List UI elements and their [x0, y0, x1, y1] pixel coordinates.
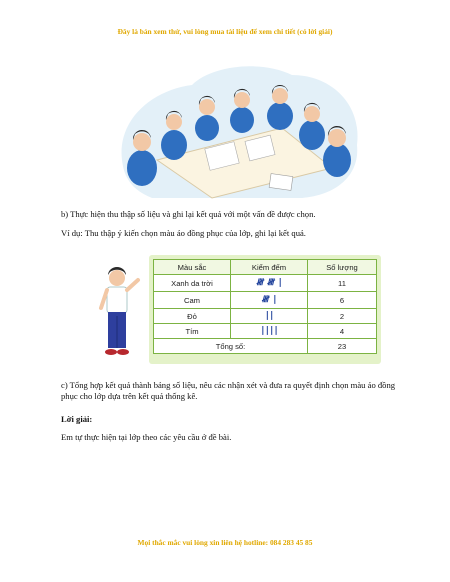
table-header-row — [154, 260, 377, 275]
tally-table — [153, 259, 377, 354]
row-tally: |||| — [231, 324, 308, 339]
row-color: Đỏ — [154, 309, 231, 324]
students-illustration — [112, 50, 367, 200]
row-tally: 𝍸 𝍸 | — [231, 275, 308, 292]
header-count: Số lượng — [308, 260, 377, 275]
row-count: 4 — [308, 324, 377, 339]
row-count: 2 — [308, 309, 377, 324]
header-color: Màu sắc — [154, 260, 231, 275]
row-tally: 𝍸 | — [231, 292, 308, 309]
row-color: Xanh da trời — [154, 275, 231, 292]
row-color: Tím — [154, 324, 231, 339]
table-row — [154, 309, 377, 324]
row-color: Cam — [154, 292, 231, 309]
total-value: 23 — [308, 339, 377, 354]
table-total-row — [154, 339, 377, 354]
solution-text: Em tự thực hiện tại lớp theo các yêu cầu ở đề bài. — [61, 432, 232, 442]
table-row — [154, 292, 377, 309]
solution-label: Lời giải: — [61, 414, 93, 424]
hotline-notice: Mọi thắc mắc vui lòng xin liên hệ hotline: 084 283 45 85 — [137, 538, 313, 547]
example-text: Ví dụ: Thu thập ý kiến chọn màu áo đồng phục của lớp, ghi lại kết quả. — [61, 228, 306, 238]
task-c-text: c) Tổng hợp kết quả thành bảng số liệu, nêu các nhận xét và đưa ra quyết định chọn màu áo đồng phục cho lớp dựa trên kết quả thống kê. — [61, 380, 396, 401]
table-row — [154, 275, 377, 292]
total-label: Tổng số: — [154, 339, 308, 354]
tally-table-panel — [149, 255, 381, 364]
header-tally: Kiểm đếm — [231, 260, 308, 275]
preview-notice: Đây là bản xem thử, vui lòng mua tài liệu để xem chi tiết (có lời giải) — [117, 27, 333, 36]
table-row — [154, 324, 377, 339]
row-tally: || — [231, 309, 308, 324]
row-count: 11 — [308, 275, 377, 292]
task-b-text: b) Thực hiện thu thập số liệu và ghi lại kết quả với một vấn đề được chọn. — [61, 209, 316, 219]
boy-illustration — [92, 266, 142, 370]
row-count: 6 — [308, 292, 377, 309]
